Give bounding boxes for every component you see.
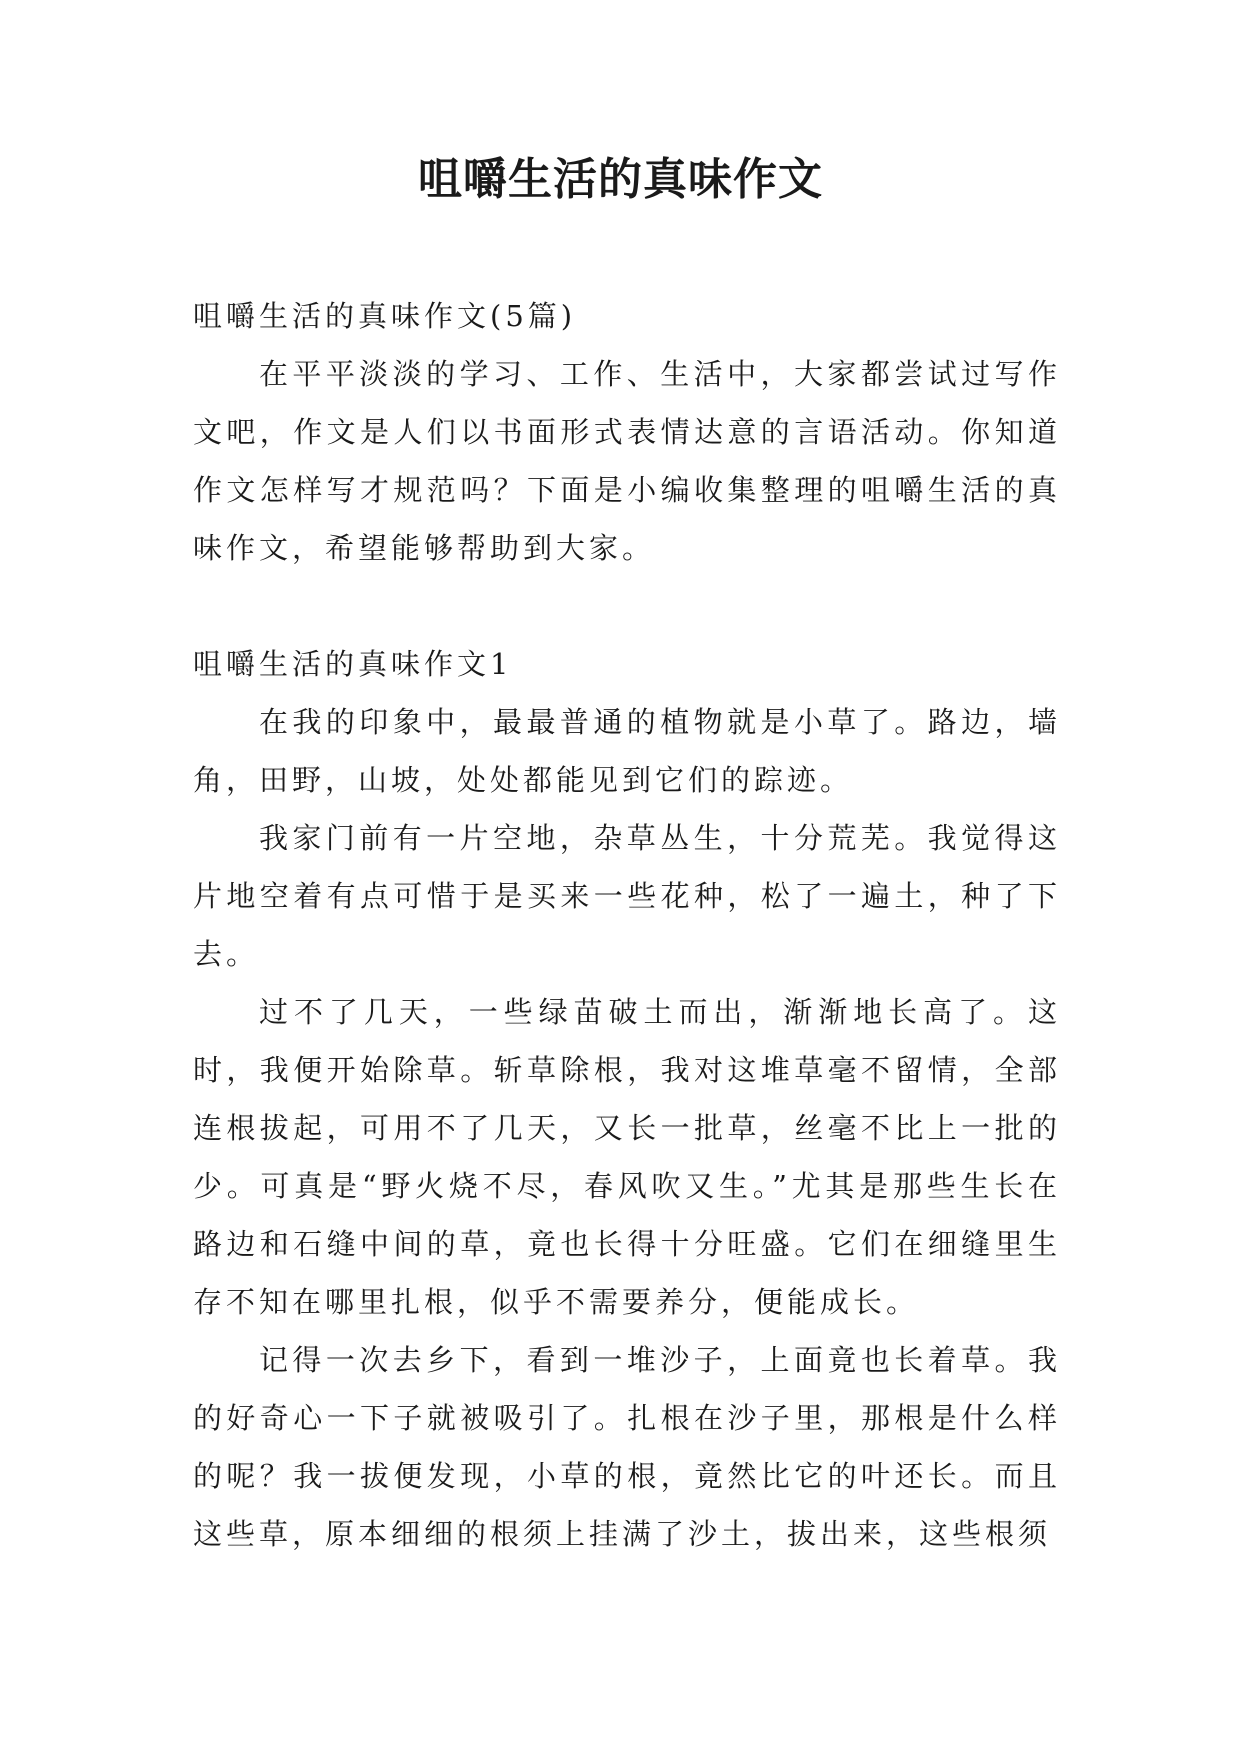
- section-spacer: [193, 577, 1061, 635]
- essay-paragraph: 在我的印象中，最最普通的植物就是小草了。路边，墙角，田野，山坡，处处都能见到它们的踪迹。: [193, 705, 1061, 797]
- collection-heading: 咀嚼生活的真味作文(5篇): [193, 299, 577, 333]
- document-body: [193, 287, 1061, 1563]
- essay-paragraph: 记得一次去乡下，看到一堆沙子，上面竟也长着草。我的好奇心一下子就被吸引了。扎根在沙子里，那根是什么样的呢？我一拔便发现，小草的根，竟然比它的叶还长。而且这些草，原本细细的根须上挂满了沙土，拔出来，这些根须: [193, 1343, 1061, 1551]
- intro-paragraph: 在平平淡淡的学习、工作、生活中，大家都尝试过写作文吧，作文是人们以书面形式表情达意的言语活动。你知道作文怎样写才规范吗？下面是小编收集整理的咀嚼生活的真味作文，希望能够帮助到大家。: [193, 357, 1061, 565]
- essay-paragraph: 过不了几天，一些绿苗破土而出，渐渐地长高了。这时，我便开始除草。斩草除根，我对这堆草毫不留情，全部连根拔起，可用不了几天，又长一批草，丝毫不比上一批的少。可真是“野火烧不尽，春风吹又生。”尤其是那些生长在路边和石缝中间的草，竟也长得十分旺盛。它们在细缝里生存不知在哪里扎根，似乎不需要养分，便能成长。: [193, 995, 1061, 1319]
- document-title: 咀嚼生活的真味作文: [418, 154, 823, 205]
- essay-paragraph: 我家门前有一片空地，杂草丛生，十分荒芜。我觉得这片地空着有点可惜于是买来一些花种，松了一遍土，种了下去。: [193, 821, 1061, 971]
- essay-heading: 咀嚼生活的真味作文1: [193, 647, 513, 681]
